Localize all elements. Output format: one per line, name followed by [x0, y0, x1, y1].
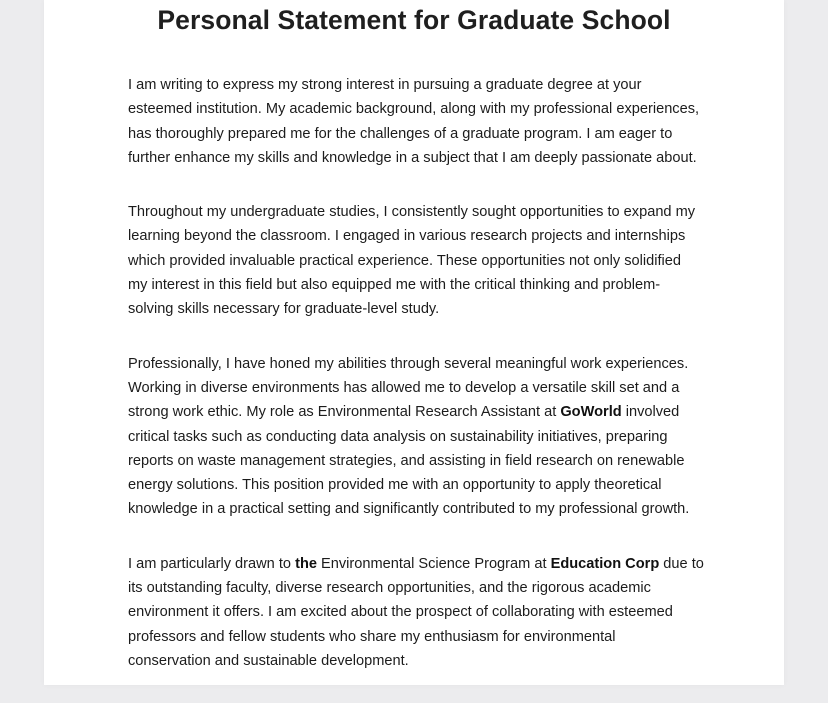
paragraph-professional	[128, 352, 718, 522]
text-line: further enhance my skills and knowledge in a subject that I am deeply passionate about.	[128, 149, 697, 166]
text-line: conservation and sustainable development.	[128, 652, 409, 669]
text-line: Working in diverse environments has allowed me to develop a versatile skill set and a	[128, 379, 680, 396]
text-line: has thoroughly prepared me for the challenges of a graduate program. I am eager to	[128, 125, 673, 142]
text-line: learning beyond the classroom. I engaged in various research projects and internships	[128, 228, 686, 245]
text-line: solving skills necessary for graduate-level study.	[128, 301, 440, 318]
text-line: environment it offers. I am excited about the prospect of collaborating with esteemed	[128, 604, 673, 621]
text-line: which provided invaluable practical experience. These opportunities not only solidified	[128, 252, 682, 269]
document-page	[44, 0, 784, 685]
text-line: involved	[621, 404, 680, 421]
bold-word: the	[295, 555, 317, 572]
text-line: reports on waste management strategies, and assisting in field research on renewable	[128, 452, 685, 469]
text-line: its outstanding faculty, diverse research opportunities, and the rigorous academic	[128, 580, 651, 597]
text-line: I am writing to express my strong interest in pursuing a graduate degree at your	[128, 77, 642, 93]
text-line: Professionally, I have honed my abilities through several meaningful work experiences.	[128, 355, 689, 372]
institution-name-bold: Education Corp	[550, 555, 660, 572]
paragraph-intro	[128, 73, 718, 170]
text-line: strong work ethic. My role as Environmental Research Assistant at	[128, 404, 561, 421]
document-title: Personal Statement for Graduate School	[157, 5, 671, 35]
text-line: esteemed institution. My academic background, along with my professional experiences,	[128, 101, 700, 118]
text-line: my interest in this field but also equipped me with the critical thinking and problem-	[128, 277, 661, 294]
company-name-bold: GoWorld	[560, 404, 622, 421]
document-body	[128, 73, 718, 703]
text-line: energy solutions. This position provided me with an opportunity to apply theoretical	[128, 477, 662, 494]
text-line: Environmental Science Program at	[316, 555, 551, 572]
text-line: knowledge in a practical setting and significantly contributed to my professional growth.	[128, 501, 690, 518]
text-line: critical tasks such as conducting data analysis on sustainability initiatives, preparing	[128, 428, 668, 445]
text-line: due to	[659, 555, 704, 572]
paragraph-program	[128, 552, 718, 673]
text-line: I am particularly drawn to	[128, 555, 296, 572]
paragraph-undergraduate	[128, 200, 718, 321]
text-line: professors and fellow students who share my enthusiasm for environmental	[128, 628, 616, 645]
text-line: Throughout my undergraduate studies, I consistently sought opportunities to expand my	[128, 204, 696, 221]
